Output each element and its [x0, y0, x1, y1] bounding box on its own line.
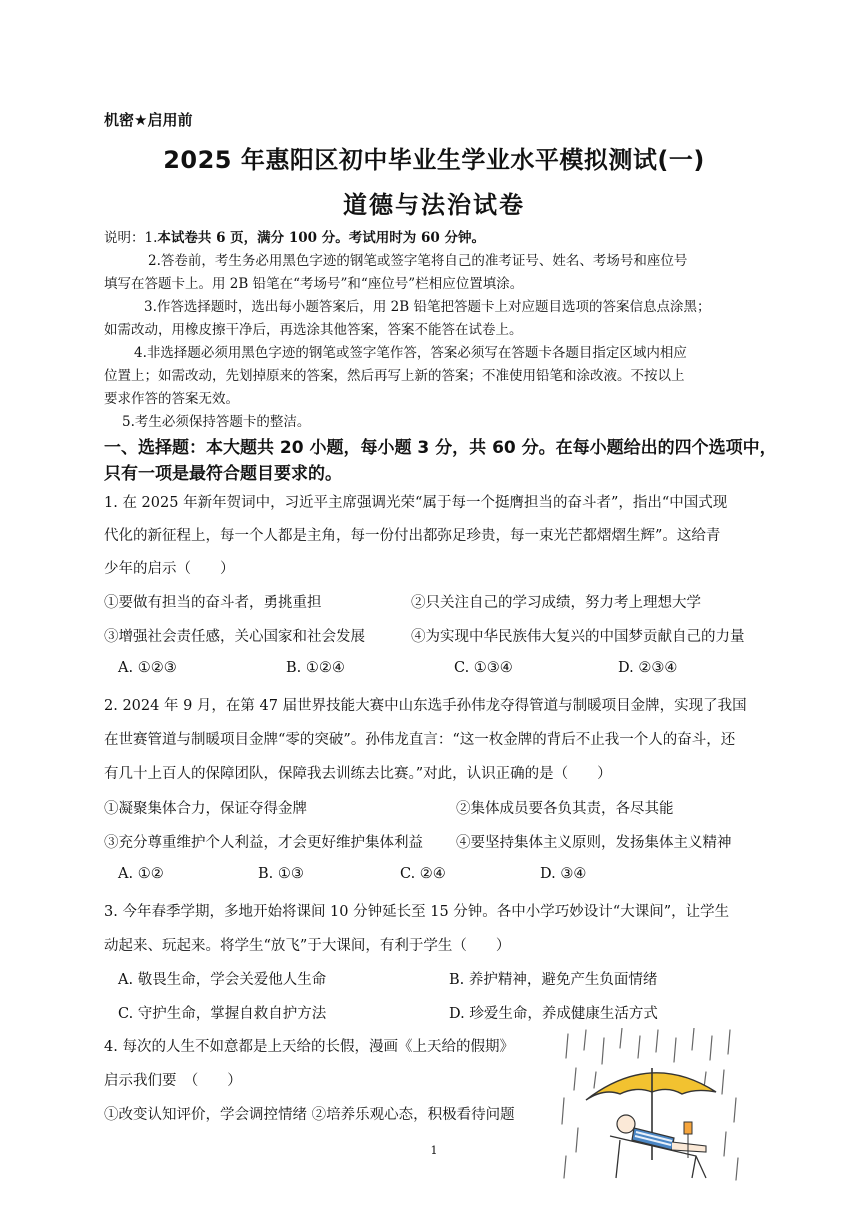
q2-statement-4: ④要坚持集体主义原则，发扬集体主义精神: [456, 835, 732, 851]
confidential-label: 机密★启用前: [104, 111, 193, 129]
q2-stem-line-1: 2. 2024 年 9 月，在第 47 届世界技能大赛中山东选手孙伟龙夺得管道与制暖项目金牌，实现了我国: [104, 698, 747, 714]
q1-stem-line-1: 1. 在 2025 年新年贺词中，习近平主席强调光荣“属于每一个挺膺担当的奋斗者”，指出“中国式现: [104, 495, 728, 511]
q1-statement-3: ③增强社会责任感，关心国家和社会发展: [104, 629, 365, 645]
exam-subject-title: 道德与法治试卷: [343, 191, 525, 219]
q1-stem-line-2: 代化的新征程上，每一个人都是主角，每一份付出都弥足珍贵，每一束光芒都熠熠生辉”。这给青: [104, 528, 721, 544]
instruction-line-5: 如需改动，用橡皮擦干净后，再选涂其他答案，答案不能答在试卷上。: [104, 322, 523, 338]
q3-stem-line-1: 3. 今年春季学期，多地开始将课间 10 分钟延长至 15 分钟。各中小学巧妙设计“大课间”，让学生: [104, 904, 730, 920]
section-heading-line-2: 只有一项是最符合题目要求的。: [104, 464, 342, 484]
q2-statement-1: ①凝聚集体合力，保证夺得金牌: [104, 801, 307, 817]
q2-statement-2: ②集体成员要各负其责，各尽其能: [456, 801, 674, 817]
q1-stem-line-3: 少年的启示（ ）: [104, 561, 235, 577]
q2-option-c: C. ②④: [400, 866, 446, 882]
q1-option-d: D. ②③④: [618, 660, 678, 676]
q3-option-c: C. 守护生命，掌握自救自护方法: [118, 1006, 327, 1022]
instruction-1-bold: 本试卷共 6 页，满分 100 分。考试用时为 60 分钟。: [157, 230, 485, 246]
instruction-line-7: 位置上；如需改动，先划掉原来的答案，然后再写上新的答案；不准使用铅笔和涂改液。不按以上: [104, 368, 685, 384]
instruction-line-3: 填写在答题卡上。用 2B 铅笔在“考场号”和“座位号”栏相应位置填涂。: [104, 276, 524, 292]
instruction-1-prefix: 说明：1.: [104, 230, 158, 246]
q1-option-a: A. ①②③: [118, 660, 177, 676]
q3-option-a: A. 敬畏生命，学会关爱他人生命: [118, 972, 327, 988]
q1-statement-4: ④为实现中华民族伟大复兴的中国梦贡献自己的力量: [411, 629, 745, 645]
q2-statement-3: ③充分尊重维护个人利益，才会更好维护集体利益: [104, 835, 423, 851]
exam-title: 2025 年惠阳区初中毕业生学业水平模拟测试(一): [163, 146, 705, 174]
instruction-line-6: 4.非选择题必须用黑色字迹的钢笔或签字笔作答，答案必须写在答题卡各题目指定区域内相应: [134, 345, 687, 361]
q4-statements: ①改变认知评价，学会调控情绪 ②培养乐观心态，积极看待问题: [104, 1107, 515, 1123]
q2-option-a: A. ①②: [118, 866, 164, 882]
cartoon-vacation-image: [556, 1028, 746, 1188]
q1-statement-2: ②只关注自己的学习成绩，努力考上理想大学: [411, 595, 701, 611]
q4-stem-line-1: 4. 每次的人生不如意都是上天给的长假，漫画《上天给的假期》: [104, 1039, 514, 1055]
q2-option-d: D. ③④: [540, 866, 587, 882]
instruction-line-9: 5.考生必须保持答题卡的整洁。: [122, 414, 311, 430]
q2-stem-line-2: 在世赛管道与制暖项目金牌“零的突破”。孙伟龙直言：“这一枚金牌的背后不止我一个人的奋斗，还: [104, 732, 736, 748]
q3-option-d: D. 珍爱生命，养成健康生活方式: [449, 1006, 658, 1022]
instruction-line-4: 3.作答选择题时，选出每小题答案后，用 2B 铅笔把答题卡上对应题目选项的答案信息点涂黑；: [144, 299, 711, 315]
q3-stem-line-2: 动起来、玩起来。将学生“放飞”于大课间，有利于学生（ ）: [104, 938, 511, 954]
q4-stem-line-2: 启示我们要 （ ）: [104, 1073, 242, 1089]
q3-option-b: B. 养护精神，避免产生负面情绪: [449, 972, 658, 988]
instruction-line-2: 2.答卷前，考生务必用黑色字迹的钢笔或签字笔将自己的准考证号、姓名、考场号和座位号: [148, 253, 688, 269]
instruction-line-1: [104, 226, 485, 246]
q1-statement-1: ①要做有担当的奋斗者，勇挑重担: [104, 595, 322, 611]
q2-stem-line-3: 有几十上百人的保障团队，保障我去训练去比赛。”对此，认识正确的是（ ）: [104, 766, 612, 782]
section-heading-line-1: 一、选择题：本大题共 20 小题，每小题 3 分，共 60 分。在每小题给出的四个选项中，: [104, 438, 777, 458]
q1-option-c: C. ①③④: [454, 660, 513, 676]
q2-option-b: B. ①③: [258, 866, 304, 882]
q1-option-b: B. ①②④: [286, 660, 345, 676]
instruction-line-8: 要求作答的答案无效。: [104, 391, 239, 407]
page-number: 1: [430, 1144, 438, 1157]
